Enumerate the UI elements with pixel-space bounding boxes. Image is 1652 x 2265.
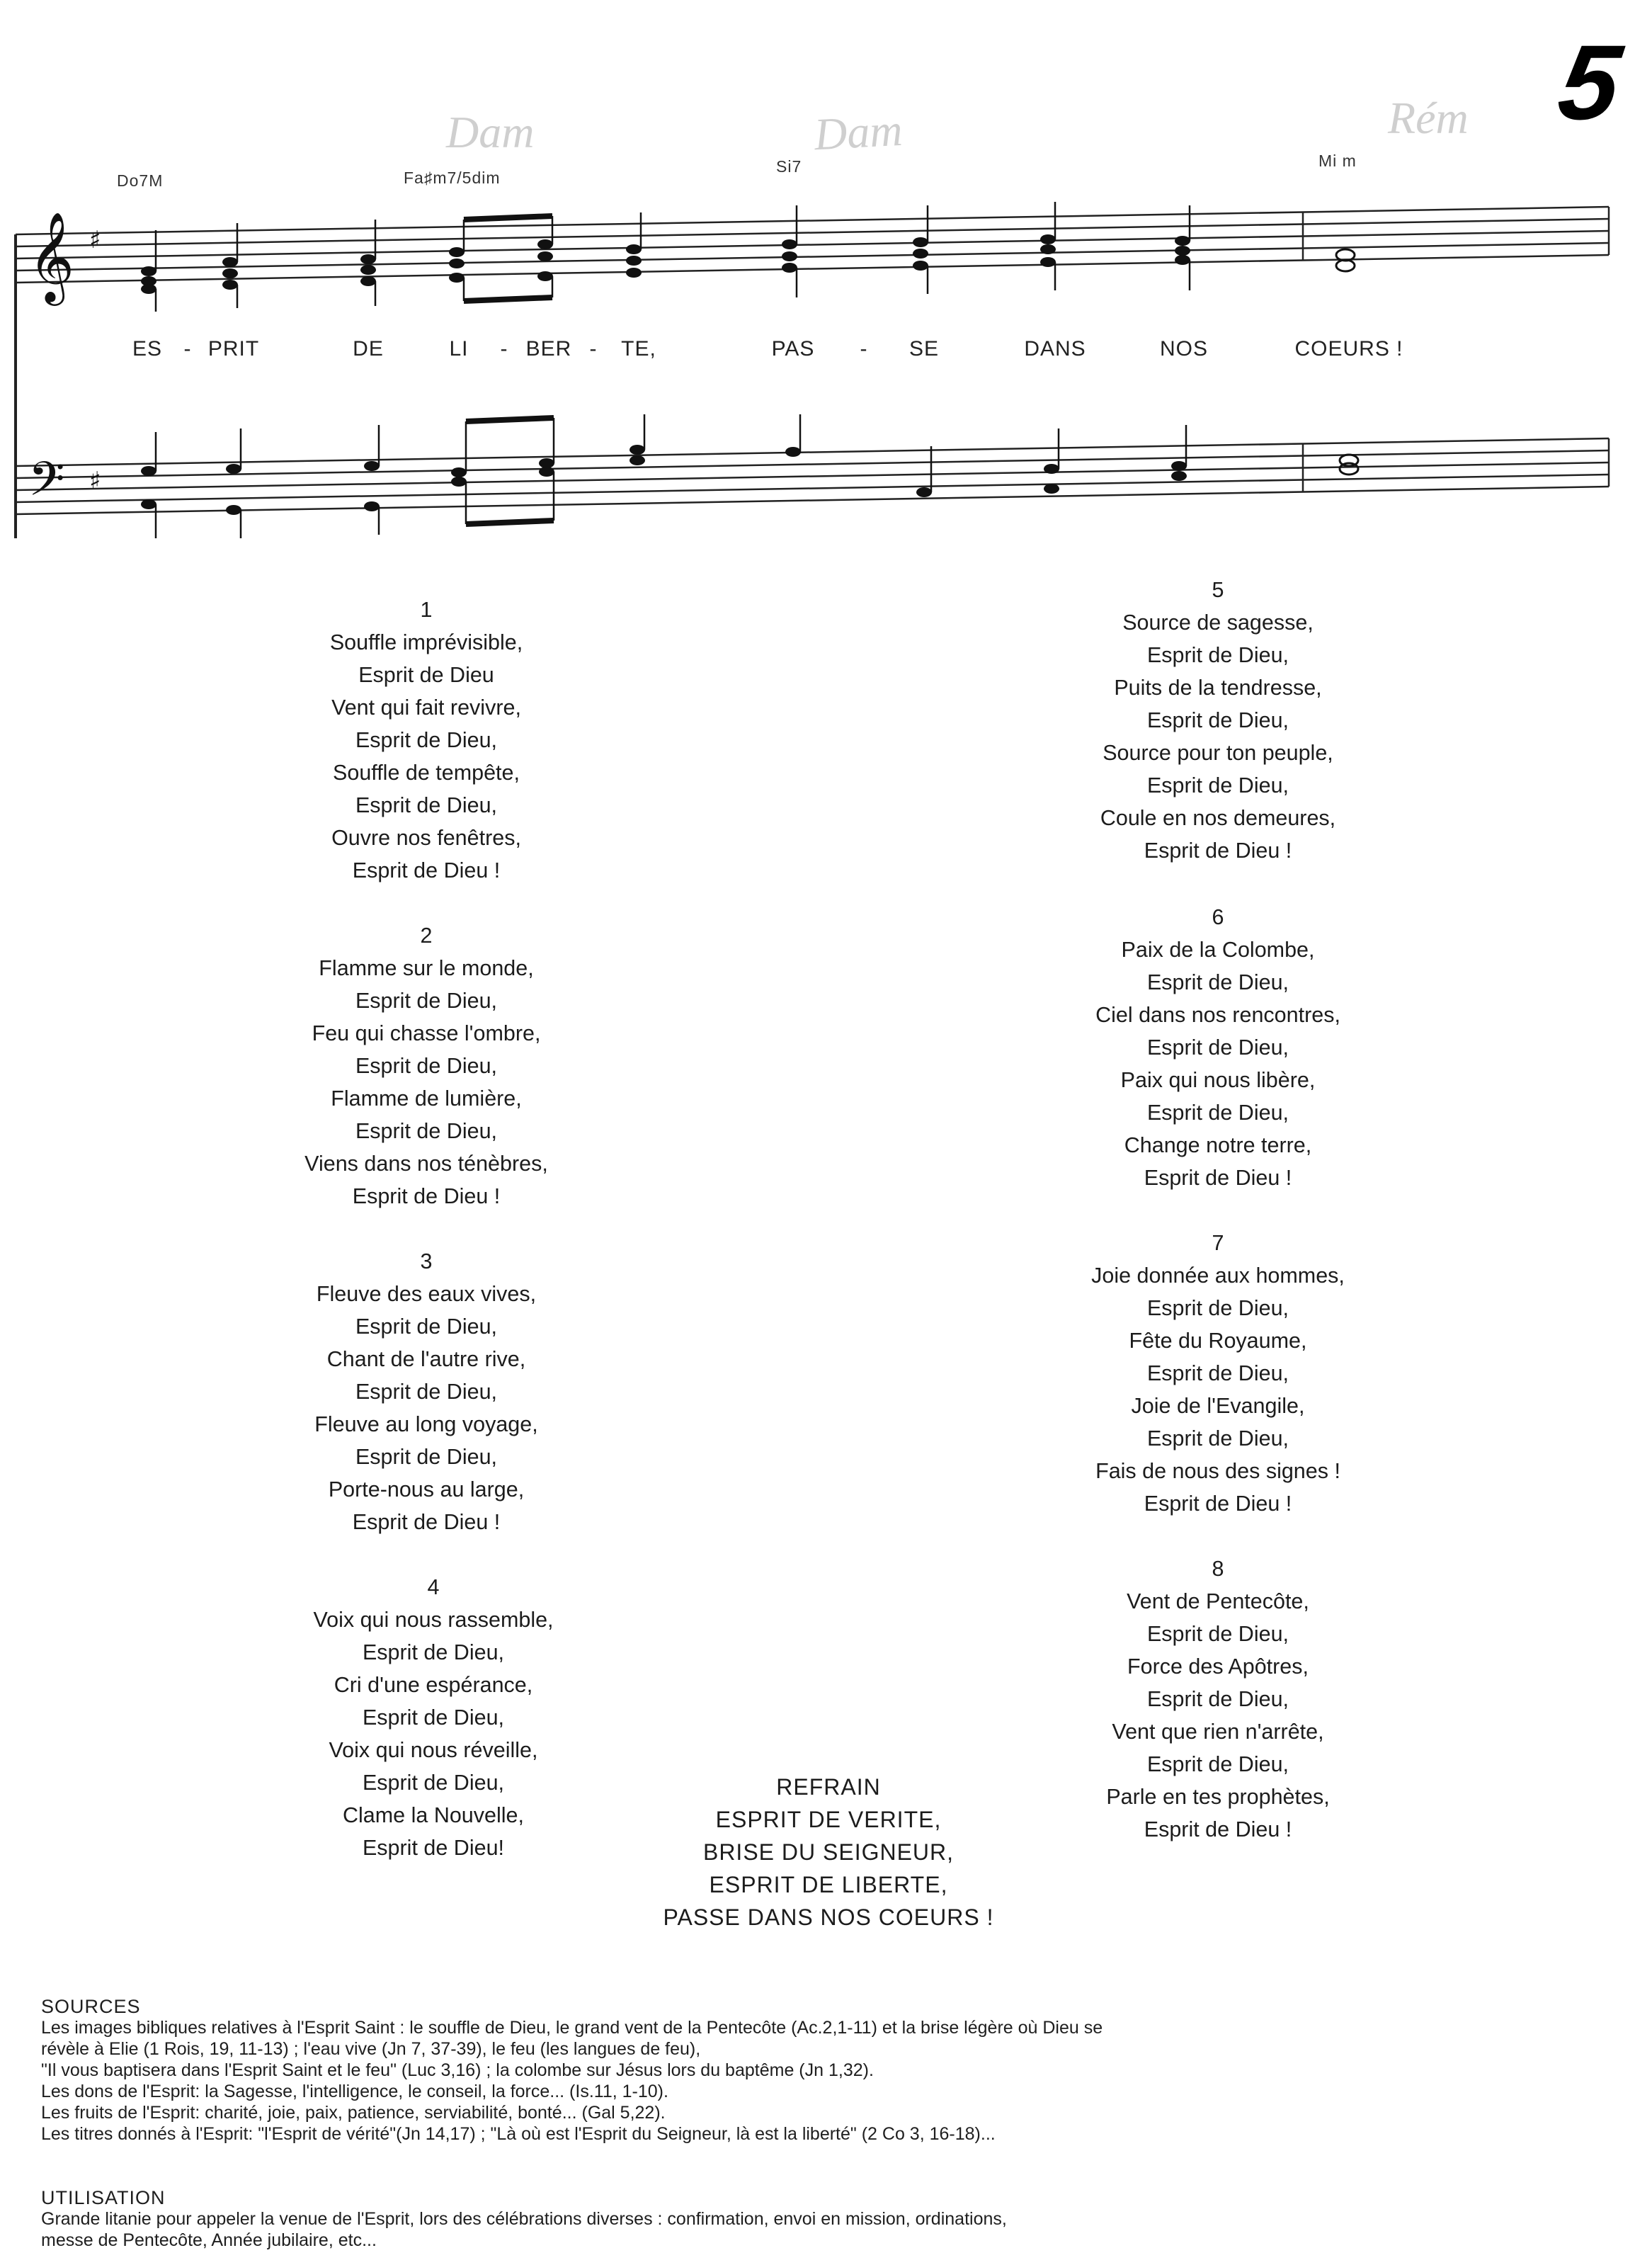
verse-line: Esprit de Dieu ! (1144, 839, 1292, 863)
lyric-syllable: PAS (771, 337, 815, 361)
verse-number: 8 (1212, 1557, 1224, 1581)
refrain (609, 1771, 1048, 1934)
verse-line: Esprit de Dieu, (1146, 1361, 1289, 1385)
chord-symbol: Fa♯m7/5dim (404, 169, 501, 187)
faint-handwriting: Dam (813, 104, 904, 160)
chord-symbol: Mi m (1318, 152, 1357, 170)
verse-7 (1020, 1227, 1416, 1520)
verse-number: 2 (420, 924, 433, 948)
lyric-syllable: - (500, 337, 508, 361)
lyric-syllable: LI (449, 337, 469, 361)
lyric-syllable: PRIT (207, 337, 260, 361)
verse-line: Source pour ton peuple, (1103, 741, 1333, 765)
lyric-syllable: - (589, 337, 598, 361)
verse-line: Esprit de Dieu, (355, 728, 498, 752)
verse-1 (228, 594, 625, 887)
music-score (0, 0, 1652, 581)
verse-line: Fleuve au long voyage, (314, 1412, 538, 1436)
verse-line: Esprit de Dieu, (1146, 773, 1289, 797)
verse-line: Vent qui fait revivre, (331, 696, 521, 720)
verse-line: Clame la Nouvelle, (343, 1803, 524, 1827)
treble-clef-icon: 𝄞 (28, 211, 75, 302)
sources-line: Les titres donnés à l'Esprit: "l'Esprit de vérité"(Jn 14,17) ; "Là où est l'Esprit du Seigneur, là est la liberté" (2 Co 3, 16-18)... (41, 2124, 996, 2144)
verse-line: Ouvre nos fenêtres, (331, 826, 521, 850)
verse-line: Esprit de Dieu, (1146, 1687, 1289, 1711)
verse-line: Joie donnée aux hommes, (1091, 1264, 1345, 1288)
verse-line: Ciel dans nos rencontres, (1095, 1003, 1340, 1027)
verse-line: Esprit de Dieu, (1146, 1035, 1289, 1060)
lyric-syllable: DE (353, 337, 384, 361)
verse-line: Chant de l'autre rive, (326, 1347, 526, 1371)
refrain-line: PASSE DANS NOS COEURS ! (663, 1904, 994, 1930)
sources-section (41, 1996, 1613, 2145)
chord-symbol: Si7 (776, 157, 802, 176)
sources-line: Les images bibliques relatives à l'Esprit Saint : le souffle de Dieu, le grand vent de la Pentecôte (Ac.2,1-11) et la brise légère où Dieu se (41, 2018, 1103, 2038)
lyric-syllable: ES (132, 337, 163, 361)
verse-line: Source de sagesse, (1122, 611, 1314, 635)
verse-line: Esprit de Dieu ! (352, 858, 501, 882)
utilisation-line: Grande litanie pour appeler la venue de l'Esprit, lors des célébrations diverses : confirmation, envoi en mission, ordinations, (41, 2209, 1007, 2229)
faint-handwriting: Rém (1388, 93, 1469, 143)
verse-line: Flamme sur le monde, (319, 956, 534, 980)
verse-line: Esprit de Dieu, (362, 1771, 505, 1795)
verse-8 (1020, 1552, 1416, 1846)
verse-line: Puits de la tendresse, (1114, 676, 1322, 700)
verse-line: Voix qui nous rassemble, (313, 1608, 554, 1632)
verse-line: Esprit de Dieu, (355, 1119, 498, 1143)
verse-line: Esprit de Dieu, (1146, 1296, 1289, 1320)
verse-line: Esprit de Dieu, (1146, 708, 1289, 732)
verse-line: Esprit de Dieu, (362, 1640, 505, 1664)
verse-line: Esprit de Dieu, (355, 1054, 498, 1078)
verse-line: Esprit de Dieu, (355, 989, 498, 1013)
sharp-icon: ♯ (89, 467, 101, 495)
verse-line: Esprit de Dieu ! (1144, 1492, 1292, 1516)
verse-line: Flamme de lumière, (331, 1086, 522, 1111)
faint-handwriting: Dam (446, 107, 535, 157)
lyric-syllable: BER (525, 337, 572, 361)
lyric-syllable: NOS (1159, 337, 1209, 361)
verse-line: Coule en nos demeures, (1100, 806, 1336, 830)
verse-line: Esprit de Dieu ! (1144, 1166, 1292, 1190)
refrain-line: BRISE DU SEIGNEUR, (702, 1839, 955, 1865)
verse-line: Fête du Royaume, (1129, 1329, 1307, 1353)
verse-line: Fleuve des eaux vives, (316, 1282, 537, 1306)
lyric-syllable: - (860, 337, 868, 361)
bass-clef-icon: 𝄢 (28, 452, 65, 518)
lyric-syllable: - (183, 337, 192, 361)
verse-number: 6 (1212, 905, 1224, 929)
verse-line: Paix de la Colombe, (1121, 938, 1315, 962)
verse-line: Esprit de Dieu, (362, 1705, 505, 1730)
verse-line: Esprit de Dieu, (355, 1380, 498, 1404)
verse-line: Esprit de Dieu (358, 663, 494, 687)
sources-line: révèle à Elie (1 Rois, 19, 11-13) ; l'eau vive (Jn 7, 37-39), le feu (les langues de feu), (41, 2039, 701, 2059)
verse-line: Change notre terre, (1124, 1133, 1312, 1157)
page-number: 5 (1551, 23, 1628, 142)
refrain-line: ESPRIT DE VERITE, (715, 1807, 942, 1832)
verse-line: Viens dans nos ténèbres, (304, 1152, 548, 1176)
verse-line: Esprit de Dieu, (355, 1445, 498, 1469)
lyric-syllable: COEURS ! (1294, 337, 1403, 361)
refrain-heading: REFRAIN (776, 1774, 881, 1800)
verse-line: Voix qui nous réveille, (329, 1738, 538, 1762)
verse-4 (235, 1571, 632, 1864)
verse-6 (1020, 901, 1416, 1194)
verse-line: Esprit de Dieu ! (352, 1510, 501, 1534)
lyric-syllable: DANS (1024, 337, 1086, 361)
verse-line: Esprit de Dieu ! (1144, 1817, 1292, 1841)
verse-line: Souffle imprévisible, (329, 630, 523, 654)
utilisation-section (41, 2187, 1613, 2251)
verse-number: 3 (420, 1249, 433, 1273)
verse-line: Joie de l'Evangile, (1131, 1394, 1305, 1418)
verse-line: Esprit de Dieu, (1146, 643, 1289, 667)
verse-line: Esprit de Dieu, (1146, 970, 1289, 994)
verse-line: Souffle de tempête, (333, 761, 520, 785)
verse-line: Esprit de Dieu, (355, 793, 498, 817)
verse-line: Force des Apôtres, (1127, 1654, 1309, 1679)
verse-line: Esprit de Dieu, (1146, 1101, 1289, 1125)
verse-number: 5 (1212, 578, 1224, 602)
verse-number: 4 (427, 1575, 440, 1599)
verse-number: 1 (420, 598, 433, 622)
verse-line: Esprit de Dieu, (1146, 1752, 1289, 1776)
verse-2 (228, 919, 625, 1213)
verse-line: Porte-nous au large, (328, 1477, 525, 1502)
lyric-syllable: SE (908, 337, 940, 361)
sources-line: "Il vous baptisera dans l'Esprit Saint et le feu" (Luc 3,16) ; la colombe sur Jésus lors du baptême (Jn 1,32). (41, 2060, 874, 2080)
utilisation-line: messe de Pentecôte, Année jubilaire, etc... (41, 2230, 377, 2250)
verse-line: Esprit de Dieu! (362, 1836, 505, 1860)
chord-symbol: Do7M (117, 171, 164, 190)
verse-line: Cri d'une espérance, (334, 1673, 533, 1697)
verse-line: Vent que rien n'arrête, (1112, 1720, 1324, 1744)
verse-line: Feu qui chasse l'ombre, (312, 1021, 541, 1045)
refrain-line: ESPRIT DE LIBERTE, (709, 1872, 948, 1897)
sources-line: Les dons de l'Esprit: la Sagesse, l'intelligence, le conseil, la force... (Is.11, 1-10). (41, 2082, 668, 2101)
verse-line: Esprit de Dieu, (1146, 1426, 1289, 1451)
verse-line: Fais de nous des signes ! (1095, 1459, 1340, 1483)
sources-heading: SOURCES (41, 1996, 141, 2017)
utilisation-heading: UTILISATION (41, 2187, 166, 2208)
verse-line: Parle en tes prophètes, (1106, 1785, 1330, 1809)
sharp-icon: ♯ (89, 226, 101, 254)
verse-3 (228, 1245, 625, 1538)
verse-line: Esprit de Dieu, (355, 1315, 498, 1339)
sources-line: Les fruits de l'Esprit: charité, joie, paix, patience, serviabilité, bonté... (Gal 5,22). (41, 2103, 666, 2123)
lyric-syllable: TE, (621, 337, 656, 361)
verse-number: 7 (1212, 1231, 1224, 1255)
verse-line: Paix qui nous libère, (1120, 1068, 1316, 1092)
verse-line: Vent de Pentecôte, (1127, 1589, 1309, 1613)
verse-5 (1020, 574, 1416, 867)
verse-line: Esprit de Dieu, (1146, 1622, 1289, 1646)
verse-line: Esprit de Dieu ! (352, 1184, 501, 1208)
